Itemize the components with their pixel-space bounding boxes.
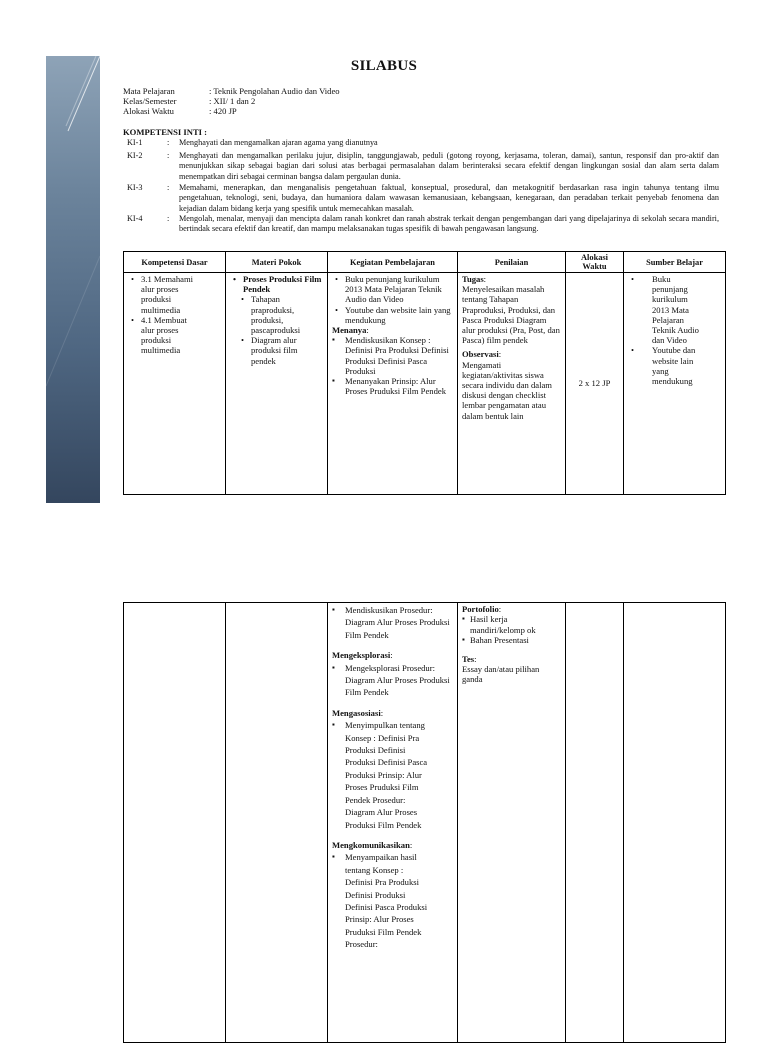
meta-value: : 420 JP bbox=[209, 106, 237, 116]
observasi-text: Mengamati kegiatan/aktivitas siswa secara individu dan dalam diskusi dengan checklist lembar pengamatan atau dalam bentuk lain bbox=[462, 359, 552, 421]
ki-code: KI-4 bbox=[127, 214, 143, 223]
meta-label: Kelas/Semester bbox=[123, 96, 177, 106]
alokasi-cell bbox=[566, 603, 624, 1043]
sumber-cell bbox=[624, 273, 726, 495]
penilaian-cell: Tugas: Menyelesaikan masalah tentang Tahapan Praproduksi, Produksi, dan Pasca Produksi Diagram alur produksi (Pra, Post, dan Pasca) film pendek Observasi: Mengamati kegiatan/aktivitas siswa secara individu dan dalam diskusi dengan checklist lembar pengamatan atau dalam bentuk lain bbox=[458, 273, 566, 495]
tugas-label: Tugas bbox=[462, 274, 484, 284]
kd-item: • 4.1 Membuat alur proses produksi multimedia bbox=[128, 315, 221, 356]
portofolio-label: Portofolio bbox=[462, 604, 499, 614]
meta-block bbox=[123, 86, 340, 116]
sumber-item: • Buku penunjang kurikulum 2013 Mata Pelajaran Teknik Audio dan Video bbox=[628, 274, 721, 345]
kompetensi-dasar-cell bbox=[124, 603, 226, 1043]
menanya-item: ▪ Menanyakan Prinsip: Alur Proses Pruduksi Film Pendek bbox=[332, 376, 453, 396]
ki-text: Mengolah, menalar, menyaji dan mencipta dalam ranah konkret dan ranah abstrak terkait dengan pengembangan dari yang dipelajarinya di sekolah secara mandiri, bertindak secara efektif dan kreatif, dan mampu melaksanakan tugas spesifik di bawah pengawasan langsung. bbox=[179, 214, 719, 234]
tes-text: Essay dan/atau pilihan ganda bbox=[462, 664, 540, 685]
col-header: Penilaian bbox=[458, 252, 566, 273]
ki-code: KI-3 bbox=[127, 183, 143, 192]
komunikasi-item: ▪ Menyampaikan hasil tentang Konsep : Definisi Pra Produksi Definisi Produksi Definisi Pasca Produksi Prinsip: Alur Proses Pruduksi Film Pendek Prosedur: bbox=[332, 851, 453, 950]
kegiatan-item: • Youtube dan website lain yang mendukung bbox=[332, 305, 453, 325]
menanya-item: ▪ Mendiskusikan Konsep : Definisi Pra Produksi Definisi Produksi Definisi Pasca Produksi bbox=[332, 335, 453, 376]
tugas-text: Menyelesaikan masalah tentang Tahapan Praproduksi, Produksi, dan Pasca Produksi Diagram alur produksi (Pra, Post, dan Pasca) film pendek bbox=[462, 284, 560, 346]
eksplorasi-label: Mengeksplorasi bbox=[332, 650, 391, 661]
ki-text: Menghayati dan mengamalkan perilaku jujur, disiplin, tanggungjawab, peduli (gotong royong, kerjasama, toleran, damai), santun, responsif dan pro-aktif dan menunjukkan sikap sebagai bagian dari solusi atas berbagai permasalahan dalam berinteraksi secara efektif dengan lingkungan sosial dan alam serta dalam menempatkan diri sebagai cerminan bangsa dalam pergaulan dunia. bbox=[179, 151, 719, 181]
ki-text: Memahami, menerapkan, dan menganalisis pengetahuan faktual, konseptual, prosedural, dan metakognitif berdasarkan rasa ingin tahunya tentang ilmu pengetahuan, teknologi, seni, budaya, dan humaniora dalam wawasan kemanusiaan, kebangsaan, kenegaraan, dan peradaban terkait penyebab fenomena dan kejadian dalam bidang kerja yang spesifik untuk memecahkan masalah. bbox=[179, 183, 719, 213]
alokasi-cell: 2 x 12 JP bbox=[566, 273, 624, 495]
portofolio-item: ▪ Hasil kerja mandiri/kelomp ok bbox=[462, 614, 561, 635]
sumber-item: • Youtube dan website lain yang mendukung bbox=[628, 345, 721, 386]
kegiatan-item: • Buku penunjang kurikulum 2013 Mata Pelajaran Teknik Audio dan Video bbox=[332, 274, 453, 305]
eksplorasi-item: ▪ Mengeksplorasi Prosedur: Diagram Alur Proses Produksi Film Pendek bbox=[332, 662, 453, 699]
ki-code: KI-2 bbox=[127, 151, 143, 160]
ki-heading: KOMPETENSI INTI : bbox=[123, 127, 208, 137]
komunikasi-label: Mengkomunikasikan bbox=[332, 839, 410, 850]
materi-cell bbox=[226, 273, 328, 495]
col-header: Alokasi Waktu bbox=[566, 252, 624, 273]
observasi-label: Observasi bbox=[462, 349, 499, 360]
ki-text: Menghayati dan mengamalkan ajaran agama yang dianutnya bbox=[179, 138, 378, 147]
kd-item: • 3.1 Memahami alur proses produksi multimedia bbox=[128, 274, 221, 315]
syllabus-table bbox=[123, 251, 726, 495]
ki-code: KI-1 bbox=[127, 138, 143, 147]
ki-item: KI-3 : Memahami, menerapkan, dan menganalisis pengetahuan faktual, konseptual, prosedural, dan metakognitif berdasarkan rasa ingin tahunya tentang ilmu pengetahuan, teknologi, seni, budaya, dan humaniora dalam wawasan kemanusiaan, kebangsaan, kenegaraan, dan peradaban terkait penyebab fenomena dan kejadian dalam bidang kerja yang spesifik untuk memecahkan masalah. bbox=[127, 183, 719, 213]
col-header: Materi Pokok bbox=[226, 252, 328, 273]
meta-value: : Teknik Pengolahan Audio dan Video bbox=[209, 86, 340, 96]
ki-item: KI-4 : Mengolah, menalar, menyaji dan mencipta dalam ranah konkret dan ranah abstrak terkait dengan pengembangan dari yang dipelajarinya di sekolah secara mandiri, bertindak secara efektif dan kreatif, dan mampu melaksanakan tugas spesifik di bawah pengawasan langsung. bbox=[127, 214, 719, 234]
syllabus-table-continued bbox=[123, 602, 726, 1043]
tes-label: Tes bbox=[462, 653, 475, 664]
portofolio-item: ▪ Bahan Presentasi bbox=[462, 635, 561, 645]
menanya-label: Menanya bbox=[332, 325, 367, 336]
sumber-cell bbox=[624, 603, 726, 1043]
meta-label: Mata Pelajaran bbox=[123, 86, 175, 96]
materi-item: • Tahapan praproduksi, produksi, pascaproduksi bbox=[238, 294, 323, 335]
meta-label: Alokasi Waktu bbox=[123, 106, 174, 116]
col-header: Kompetensi Dasar bbox=[124, 252, 226, 273]
materi-item: • Diagram alur produksi film pendek bbox=[238, 335, 323, 366]
penilaian-cell: Portofolio: ▪ Hasil kerja mandiri/kelomp ok ▪ Bahan Presentasi Tes: Essay dan/atau pilihan ganda bbox=[458, 603, 566, 1043]
decorative-side-band bbox=[46, 56, 100, 503]
ki-item: KI-2 : Menghayati dan mengamalkan perilaku jujur, disiplin, tanggungjawab, peduli (gotong royong, kerjasama, toleran, damai), santun, responsif dan pro-aktif dan menunjukkan sikap sebagai bagian dari solusi atas berbagai permasalahan dalam berinteraksi secara efektif dengan lingkungan sosial dan alam serta dalam menempatkan diri sebagai cerminan bangsa dalam pergaulan dunia. bbox=[127, 151, 719, 181]
asosiasi-label: Mengasosiasi bbox=[332, 707, 381, 718]
kompetensi-dasar-cell bbox=[124, 273, 226, 495]
materi-title: • Proses Produksi Film Pendek bbox=[230, 274, 323, 294]
col-header: Kegiatan Pembelajaran bbox=[328, 252, 458, 273]
col-header: Sumber Belajar bbox=[624, 252, 726, 273]
materi-cell bbox=[226, 603, 328, 1043]
asosiasi-item: ▪ Menyimpulkan tentang Konsep : Definisi Pra Produksi Definisi Produksi Definisi Pasca Produksi Prinsip: Alur Proses Pruduksi Film Pendek Prosedur: Diagram Alur Proses Produksi Film Pendek bbox=[332, 719, 453, 831]
document-title: SILABUS bbox=[350, 58, 418, 74]
kegiatan-cell: • Buku penunjang kurikulum 2013 Mata Pelajaran Teknik Audio dan Video • Youtube dan website lain yang mendukung Menanya: ▪ Mendiskusikan Konsep : Definisi Pra Produksi Definisi Produksi Definisi Pasca Produksi ▪ Menanyakan Prinsip: Alur Proses Pruduksi Film Pendek bbox=[328, 273, 458, 495]
kegiatan-cell: ▪ Mendiskusikan Prosedur: Diagram Alur Proses Produksi Film Pendek Mengeksplorasi: ▪ Mengeksplorasi Prosedur: Diagram Alur Proses Produksi Film Pendek Mengasosiasi: ▪ Menyimpulkan tentang Konsep : Definisi Pra Produksi Definisi Produksi Definisi Pasca Produksi Prinsip: Alur Proses Pruduksi Film Pendek Prosedur: Diagram Alur Proses Produksi Film Pendek Mengkomunikasikan: ▪ Menyampaikan hasil tentang Konsep : Definisi Pra Produksi Definisi Produksi Definisi Pasca Produksi Prinsip: Alur Proses Pruduksi Film Pendek Prosedur: bbox=[328, 603, 458, 1043]
kegiatan-item: ▪ Mendiskusikan Prosedur: Diagram Alur Proses Produksi Film Pendek bbox=[332, 604, 453, 641]
ki-item: KI-1 : Menghayati dan mengamalkan ajaran agama yang dianutnya bbox=[127, 138, 719, 148]
meta-value: : XII/ 1 dan 2 bbox=[209, 96, 256, 106]
